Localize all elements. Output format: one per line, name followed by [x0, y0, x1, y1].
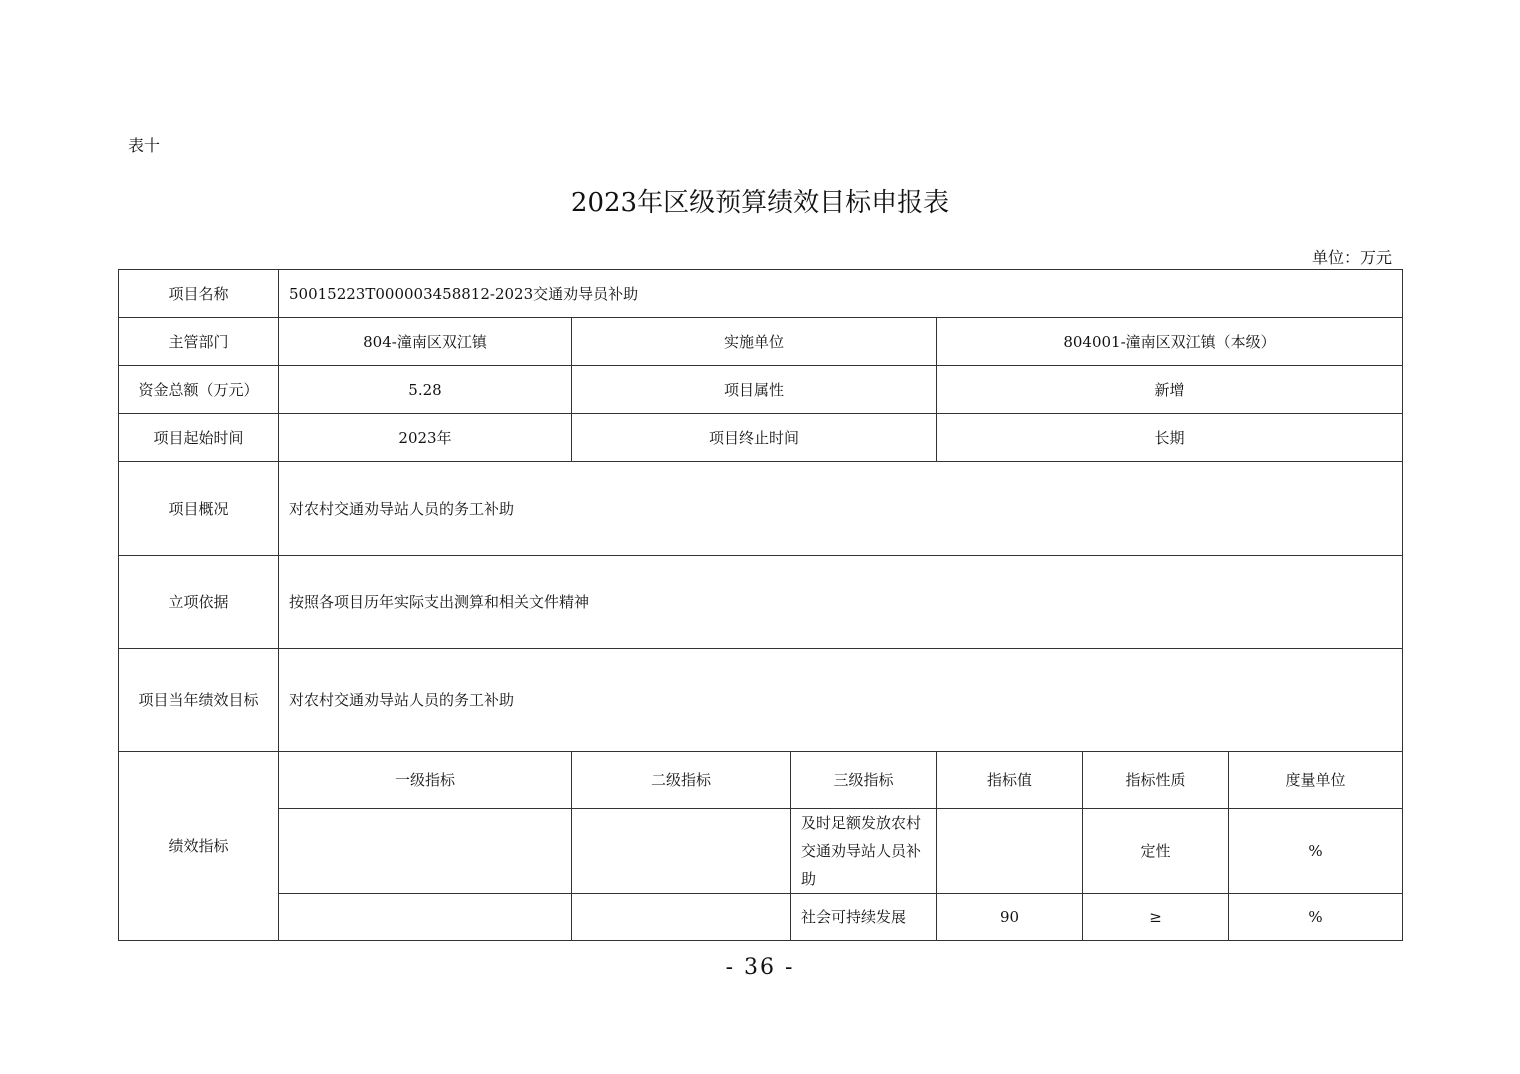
funds-label: 资金总额（万元）	[119, 366, 279, 414]
dept-label: 主管部门	[119, 318, 279, 366]
indicator-row	[119, 894, 1403, 941]
row-goal	[119, 649, 1403, 752]
end-value: 长期	[937, 414, 1403, 462]
impl-label: 实施单位	[572, 318, 937, 366]
funds-value: 5.28	[279, 366, 572, 414]
indicator-level3: 社会可持续发展	[791, 894, 937, 941]
page-number: - 36 -	[725, 955, 795, 980]
header-unit: 度量单位	[1229, 752, 1403, 809]
indicator-value: 90	[937, 894, 1083, 941]
basis-value: 按照各项目历年实际支出测算和相关文件精神	[279, 556, 1403, 649]
start-label: 项目起始时间	[119, 414, 279, 462]
indicator-level2	[572, 894, 791, 941]
header-level2: 二级指标	[572, 752, 791, 809]
header-level3: 三级指标	[791, 752, 937, 809]
unit-note: 单位：万元	[1311, 248, 1392, 267]
project-name-value: 50015223T000003458812-2023交通劝导员补助	[279, 270, 1403, 318]
document-title: 2023年区级预算绩效目标申报表	[570, 188, 950, 218]
budget-performance-table	[118, 269, 1403, 941]
goal-label: 项目当年绩效目标	[119, 649, 279, 752]
row-basis	[119, 556, 1403, 649]
indicator-row	[119, 809, 1403, 894]
attr-value: 新增	[937, 366, 1403, 414]
indicator-level1	[279, 894, 572, 941]
header-nature: 指标性质	[1083, 752, 1229, 809]
row-overview	[119, 462, 1403, 556]
row-project-name	[119, 270, 1403, 318]
basis-label: 立项依据	[119, 556, 279, 649]
dept-value: 804-潼南区双江镇	[279, 318, 572, 366]
overview-label: 项目概况	[119, 462, 279, 556]
project-name-label: 项目名称	[119, 270, 279, 318]
impl-value: 804001-潼南区双江镇（本级）	[937, 318, 1403, 366]
indicator-unit: %	[1229, 809, 1403, 894]
overview-value: 对农村交通劝导站人员的务工补助	[279, 462, 1403, 556]
indicator-level3: 及时足额发放农村交通劝导站人员补助	[791, 809, 937, 894]
indicator-nature: ≥	[1083, 894, 1229, 941]
indicator-level1	[279, 809, 572, 894]
table-label: 表十	[128, 136, 161, 155]
row-funds	[119, 366, 1403, 414]
start-value: 2023年	[279, 414, 572, 462]
indicator-level2	[572, 809, 791, 894]
row-department	[119, 318, 1403, 366]
indicator-header-row	[119, 752, 1403, 809]
header-value: 指标值	[937, 752, 1083, 809]
end-label: 项目终止时间	[572, 414, 937, 462]
indicator-nature: 定性	[1083, 809, 1229, 894]
indicator-value	[937, 809, 1083, 894]
header-level1: 一级指标	[279, 752, 572, 809]
goal-value: 对农村交通劝导站人员的务工补助	[279, 649, 1403, 752]
row-time	[119, 414, 1403, 462]
indicator-unit: %	[1229, 894, 1403, 941]
indicators-section-label: 绩效指标	[119, 752, 279, 941]
attr-label: 项目属性	[572, 366, 937, 414]
